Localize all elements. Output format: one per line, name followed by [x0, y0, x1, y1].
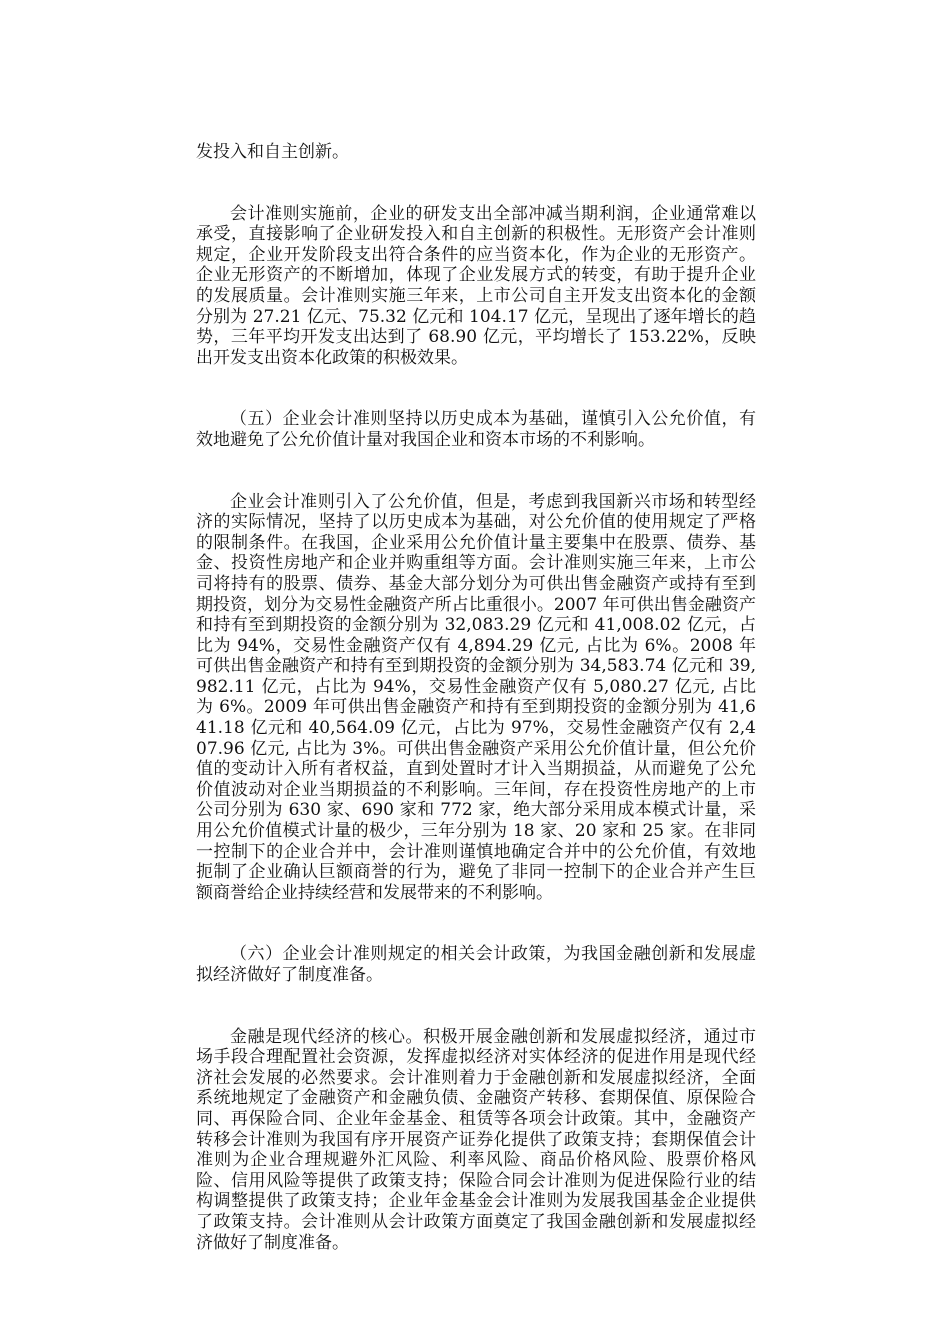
paragraph-intangible-assets: 会计准则实施前，企业的研发支出全部冲减当期利润，企业通常难以承受，直接影响了企业研发投入和自主创新的积极性。无形资产会计准则规定，企业开发阶段支出符合条件的应当资本化，作为企业的无形资产。企业无形资产的不断增加，体现了企业发展方式的转变，有助于提升企业的发展质量。会计准则实施三年来，上市公司自主开发支出资本化的金额分别为 27.21 亿元、75.32 亿元和 104.17 亿元，呈现出了逐年增长的趋势，三年平均开发支出达到了 68.90 亿元，平均增长了 153.22%，反映出开发支出资本化政策的积极效果。 [196, 203, 756, 368]
paragraph-fair-value: 企业会计准则引入了公允价值，但是，考虑到我国新兴市场和转型经济的实际情况，坚持了以历史成本为基础，对公允价值的使用规定了严格的限制条件。在我国，企业采用公允价值计量主要集中在股票、债券、基金、投资性房地产和企业并购重组等方面。会计准则实施三年来，上市公司将持有的股票、债券、基金大部分划分为可供出售金融资产或持有至到期投资，划分为交易性金融资产所占比重很小。2007 年可供出售金融资产和持有至到期投资的金额分别为 32,083.29 亿元和 41,008.02 亿元，占比为 94%，交易性金融资产仅有 4,894.29 亿元, 占比为 6%。2008 年可供出售金融资产和持有至到期投资的金额分别为 34,583.74 亿元和 39,982.11 亿元，占比为 94%，交易性金融资产仅有 5,080.27 亿元, 占比为 6%。2009 年可供出售金融资产和持有至到期投资的金额分别为 41,641.18 亿元和 40,564.09 亿元，占比为 97%，交易性金融资产仅有 2,407.96 亿元, 占比为 3%。可供出售金融资产采用公允价值计量，但公允价值的变动计入所有者权益，直到处置时才计入当期损益，从而避免了公允价值波动对企业当期损益的不利影响。三年间，存在投资性房地产的上市公司分别为 630 家、690 家和 772 家，绝大部分采用成本模式计量，采用公允价值模式计量的极少，三年分别为 18 家、20 家和 25 家。在非同一控制下的企业合并中，会计准则谨慎地确定合并中的公允价值，有效地扼制了企业确认巨额商誉的行为，避免了非同一控制下的企业合并产生巨额商誉给企业持续经营和发展带来的不利影响。 [196, 491, 756, 903]
document-body [196, 142, 756, 1294]
section-heading-6: （六）企业会计准则规定的相关会计政策，为我国金融创新和发展虚拟经济做好了制度准备。 [196, 944, 756, 985]
paragraph-continuation: 发投入和自主创新。 [196, 142, 349, 162]
section-heading-5: （五）企业会计准则坚持以历史成本为基础，谨慎引入公允价值，有效地避免了公允价值计量对我国企业和资本市场的不利影响。 [196, 409, 756, 450]
paragraph-financial-innovation: 金融是现代经济的核心。积极开展金融创新和发展虚拟经济，通过市场手段合理配置社会资源，发挥虚拟经济对实体经济的促进作用是现代经济社会发展的必然要求。会计准则着力于金融创新和发展虚拟经济，全面系统地规定了金融资产和金融负债、金融资产转移、套期保值、原保险合同、再保险合同、企业年金基金、租赁等各项会计政策。其中，金融资产转移会计准则为我国有序开展资产证券化提供了政策支持；套期保值会计准则为企业合理规避外汇风险、利率风险、商品价格风险、股票价格风险、信用风险等提供了政策支持；保险合同会计准则为促进保险行业的结构调整提供了政策支持；企业年金基金会计准则为发展我国基金企业提供了政策支持。会计准则从会计政策方面奠定了我国金融创新和发展虚拟经济做好了制度准备。 [196, 1026, 756, 1253]
